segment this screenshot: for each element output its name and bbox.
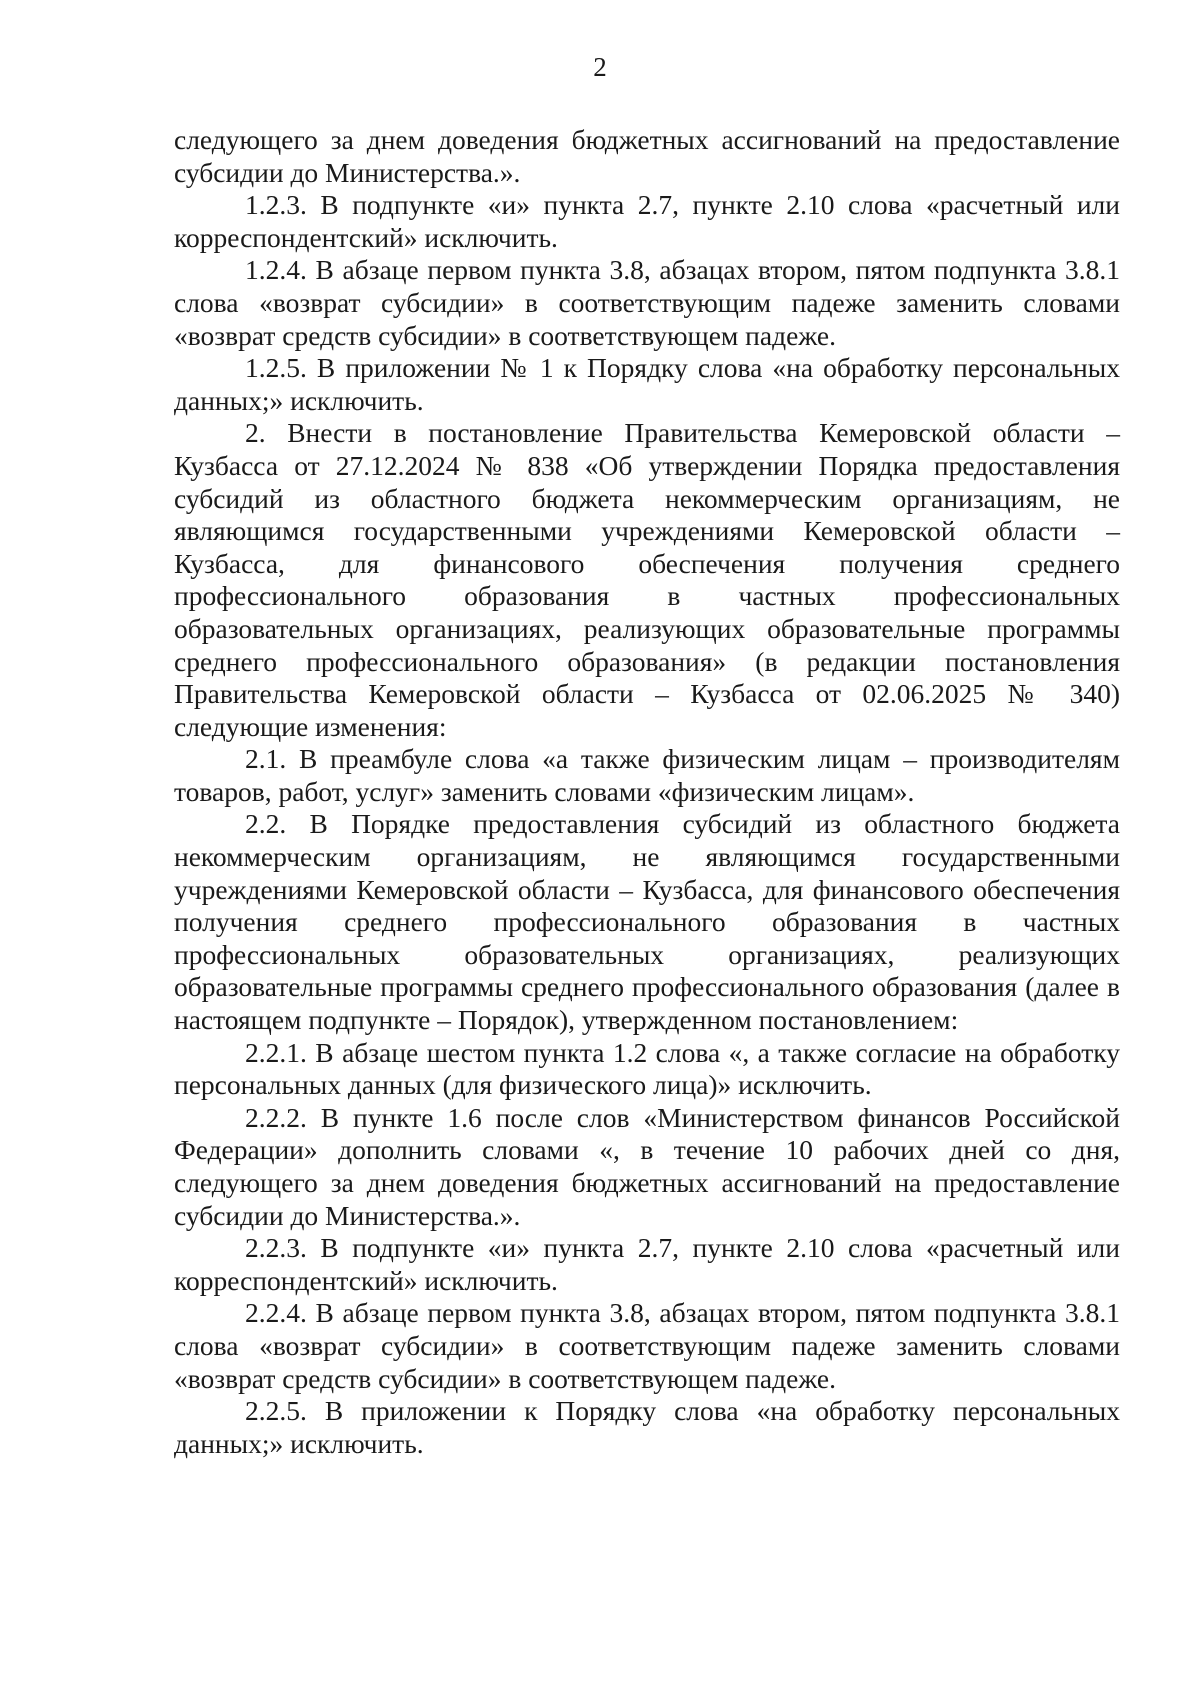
paragraph: 2.2. В Порядке предоставления субсидий из областного бюджета некоммерческим организациям, не являющимся государственными учреждениями Кемеровской области – Кузбасса, для финансового обеспечения получения среднего профессионального образования в частных профессиональных образовательных организациях, реализующих образовательные программы среднего профессионального образования (далее в настоящем подпункте – Порядок), утвержденном постановлением:: [174, 808, 1120, 1036]
paragraph: 1.2.5. В приложении № 1 к Порядку слова «на обработку персональных данных;» исключить.: [174, 352, 1120, 416]
paragraph: следующего за днем доведения бюджетных ассигнований на предоставление субсидии до Министерства.».: [174, 124, 1120, 188]
paragraph: 2.1. В преамбуле слова «а также физическим лицам – производителям товаров, работ, услуг» заменить словами «физическим лицам».: [174, 743, 1120, 807]
paragraph: 2.2.2. В пункте 1.6 после слов «Министерством финансов Российской Федерации» дополнить словами «, в течение 10 рабочих дней со дня, следующего за днем доведения бюджетных ассигнований на предоставление субсидии до Министерства.».: [174, 1101, 1120, 1231]
paragraph: 2.2.1. В абзаце шестом пункта 1.2 слова «, а также согласие на обработку персональных данных (для физического лица)» исключить.: [174, 1036, 1120, 1101]
paragraph: 1.2.4. В абзаце первом пункта 3.8, абзацах втором, пятом подпункта 3.8.1 слова «возврат субсидии» в соответствующим падеже заменить словами «возврат средств субсидии» в соответствующем падеже.: [174, 254, 1120, 351]
document-body: [174, 124, 1120, 1460]
paragraph: 2.2.5. В приложении к Порядку слова «на обработку персональных данных;» исключить.: [174, 1395, 1120, 1459]
paragraph: 2.2.4. В абзаце первом пункта 3.8, абзацах втором, пятом подпункта 3.8.1 слова «возврат субсидии» в соответствующим падеже заменить словами «возврат средств субсидии» в соответствующем падеже.: [174, 1297, 1120, 1394]
paragraph: 1.2.3. В подпункте «и» пункта 2.7, пункте 2.10 слова «расчетный или корреспондентский» исключить.: [174, 189, 1120, 253]
page-number: 2: [593, 52, 607, 82]
paragraph: 2.2.3. В подпункте «и» пункта 2.7, пункте 2.10 слова «расчетный или корреспондентский» исключить.: [174, 1232, 1120, 1296]
paragraph: 2. Внести в постановление Правительства Кемеровской области – Кузбасса от 27.12.2024 № 838 «Об утверждении Порядка предоставления субсидий из областного бюджета некоммерческим организациям, не являющимся государственными учреждениями Кемеровской области – Кузбасса, для финансового обеспечения получения среднего профессионального образования в частных профессиональных образовательных организациях, реализующих образовательные программы среднего профессионального образования» (в редакции постановления Правительства Кемеровской области – Кузбасса от 02.06.2025 № 340) следующие изменения:: [174, 417, 1120, 742]
